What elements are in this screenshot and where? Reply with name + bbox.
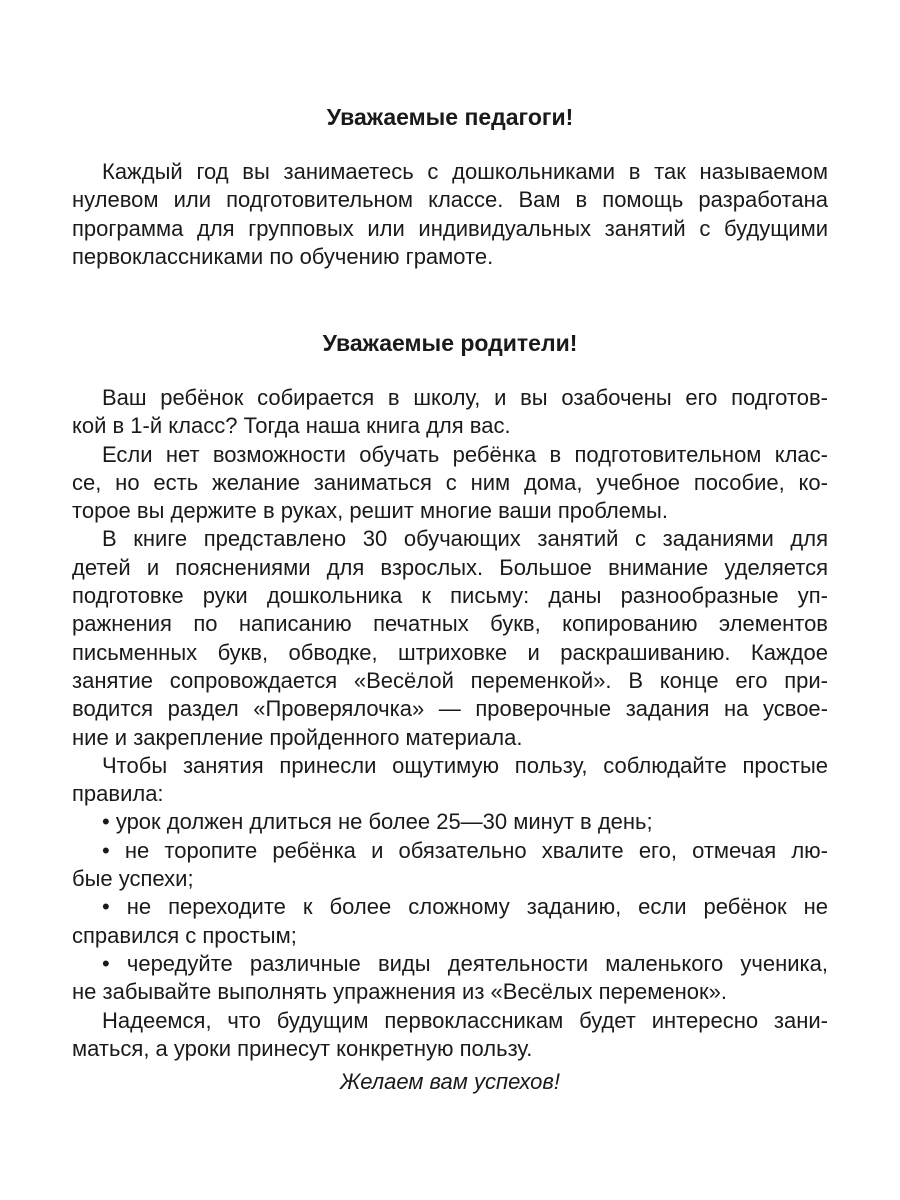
text-line: подготовке руки дошкольника к письму: даны разнообразные уп- xyxy=(72,583,828,609)
paragraph-wishes xyxy=(72,1007,828,1064)
text-line: маться, а уроки принесут конкретную пользу. xyxy=(72,1035,533,1061)
text-line: В книге представлено 30 обучающих занятий с заданиями для xyxy=(102,526,828,552)
text-line: • урок должен длиться не более 25—30 минут в день; xyxy=(102,809,653,835)
paragraph-school-readiness xyxy=(72,384,828,441)
teachers-heading: Уважаемые педагоги! xyxy=(326,104,574,130)
text-line: программа для групповых или индивидуальных занятий с будущими xyxy=(72,215,828,241)
parents-heading: Уважаемые родители! xyxy=(322,330,578,356)
text-line: Чтобы занятия принесли ощутимую пользу, соблюдайте простые xyxy=(102,752,828,778)
text-line: Каждый год вы занимаетесь с дошкольниками в так называемом xyxy=(102,159,828,184)
text-line: первоклассниками по обучению грамоте. xyxy=(72,243,494,269)
text-line: ражнения по написанию печатных букв, копированию элементов xyxy=(72,611,828,637)
text-line: письменных букв, обводке, штриховке и раскрашиванию. Каждое xyxy=(72,639,828,665)
text-line: ние и закрепление пройденного материала. xyxy=(72,724,523,750)
text-line: не забывайте выполнять упражнения из «Весёлых переменок». xyxy=(72,979,728,1005)
text-line: водится раздел «Проверялочка» — проверочные задания на усвое- xyxy=(72,696,828,722)
teachers-paragraph xyxy=(72,158,828,271)
text-line: • не торопите ребёнка и обязательно хвалите его, отмечая лю- xyxy=(102,837,828,863)
text-line: бые успехи; xyxy=(72,866,194,892)
rule-item xyxy=(72,950,828,1007)
text-line: правила: xyxy=(72,781,164,807)
text-line: • не переходите к более сложному заданию, если ребёнок не xyxy=(102,894,828,920)
rule-item xyxy=(72,837,828,894)
rule-item xyxy=(72,893,828,950)
text-line: справился с простым; xyxy=(72,922,297,948)
text-line: занятие сопровождается «Весёлой переменкой». В конце его при- xyxy=(72,667,828,693)
text-line: торое вы держите в руках, решит многие ваши проблемы. xyxy=(72,498,668,524)
text-line: • чередуйте различные виды деятельности маленького ученика, xyxy=(102,950,828,976)
text-line: Ваш ребёнок собирается в школу, и вы озабочены его подготов- xyxy=(102,385,828,410)
paragraph-book-contents xyxy=(72,525,828,751)
paragraph-rules-intro xyxy=(72,752,828,809)
parents-body xyxy=(72,384,828,1063)
text-line: кой в 1-й класс? Тогда наша книга для вас. xyxy=(72,413,511,439)
closing-line: Желаем вам успехов! xyxy=(340,1069,560,1094)
paragraph-home-study xyxy=(72,441,828,526)
rule-item xyxy=(72,808,828,836)
text-line: Надеемся, что будущим первоклассникам будет интересно зани- xyxy=(102,1007,828,1033)
text-line: нулевом или подготовительном классе. Вам в помощь разработана xyxy=(72,187,828,213)
text-line: детей и пояснениями для взрослых. Большое внимание уделяется xyxy=(72,554,828,580)
text-line: Если нет возможности обучать ребёнка в подготовительном клас- xyxy=(102,441,828,467)
text-line: се, но есть желание заниматься с ним дома, учебное пособие, ко- xyxy=(72,469,828,495)
document-page xyxy=(72,0,828,1200)
